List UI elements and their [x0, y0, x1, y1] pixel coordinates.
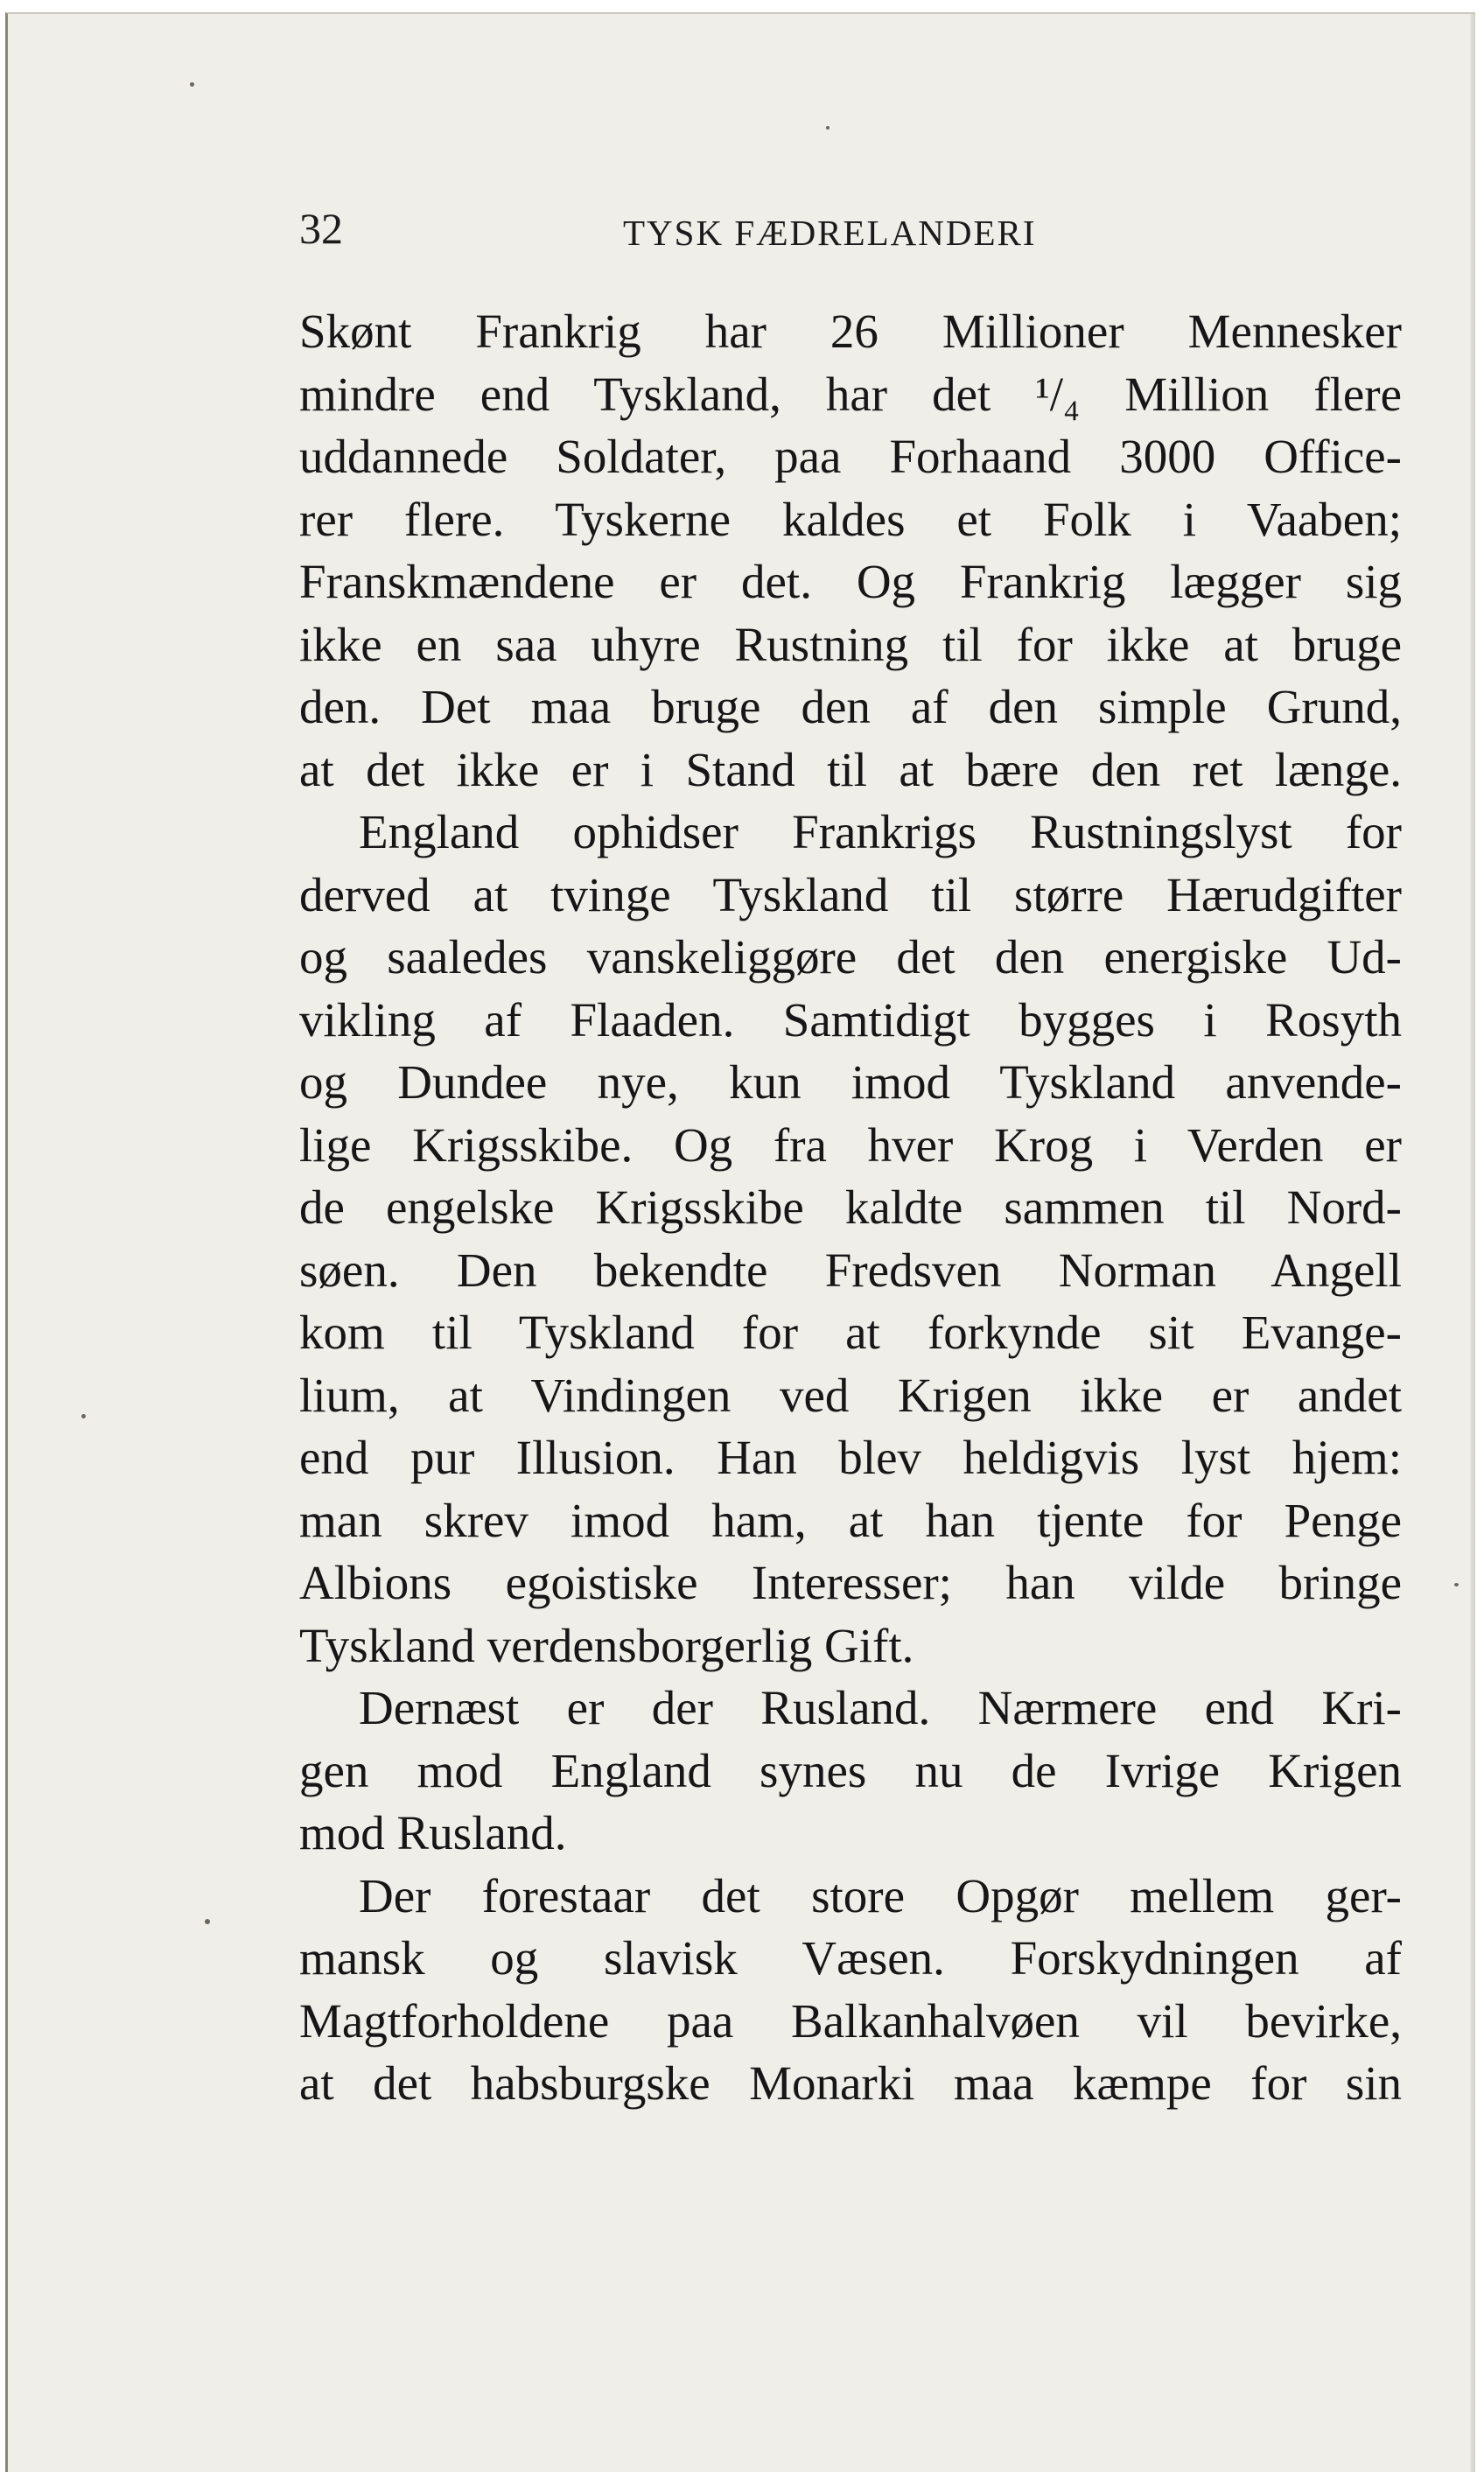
text-line: lige Krigsskibe. Og fra hver Krog i Verden er [299, 1117, 1402, 1172]
text-line: Albions egoistiske Interesser; han vilde bringe [299, 1556, 1402, 1609]
text-line: mod Rusland. [299, 1806, 567, 1859]
text-line: end pur Illusion. Han blev heldigvis lyst hjem: [299, 1431, 1402, 1484]
text-line: kom til Tyskland for at forkynde sit Evange- [299, 1306, 1402, 1359]
text-line: Magtforholdene paa Balkanhalvøen vil bevirke, [299, 1993, 1402, 2048]
text-line: ikke en saa uhyre Rustning til for ikke at bruge [299, 617, 1402, 671]
text-line: lium, at Vindingen ved Krigen ikke er andet [299, 1368, 1402, 1422]
paper-speck [190, 82, 194, 87]
text-line: man skrev imod ham, at han tjente for Penge [299, 1493, 1402, 1547]
page-edge-shadow [1470, 14, 1475, 2472]
text-line: Der forestaar det store Opgør mellem ger- [359, 1868, 1402, 1922]
text-line: og saaledes vanskeliggøre det den energiske Ud- [299, 930, 1402, 984]
paper-speck [81, 1414, 86, 1418]
text-line: uddannede Soldater, paa Forhaand 3000 Office- [299, 430, 1402, 483]
text-line: England ophidser Frankrigs Rustningslyst for [359, 805, 1402, 858]
running-header [299, 203, 1402, 264]
paper-speck [826, 126, 830, 130]
text-line: Tyskland verdensborgerlig Gift. [299, 1618, 914, 1672]
paper-speck [205, 1919, 210, 1924]
body-text [299, 300, 1402, 2115]
page-number: 32 [299, 204, 343, 253]
text-line: den. Det maa bruge den af den simple Grund, [299, 680, 1402, 733]
text-line: Skønt Frankrig har 26 Millioner Mennesker [299, 305, 1402, 358]
text-line: Dernæst er der Rusland. Nærmere end Kri- [359, 1681, 1402, 1734]
text-line: vikling af Flaaden. Samtidigt bygges i Rosyth [299, 992, 1402, 1047]
text-line: at det habsburgske Monarki maa kæmpe for sin [299, 2056, 1402, 2110]
text-line: og Dundee nye, kun imod Tyskland anvende- [299, 1055, 1402, 1109]
text-line: derved at tvinge Tyskland til større Hærudgifter [299, 867, 1402, 921]
text-line: Franskmændene er det. Og Frankrig lægger sig [299, 555, 1402, 608]
text-line: de engelske Krigsskibe kaldte sammen til Nord- [299, 1180, 1402, 1234]
paper-speck [1454, 1583, 1459, 1586]
text-line: mansk og slavisk Væsen. Forskydningen af [299, 1931, 1402, 1985]
text-line: mindre end Tyskland, har det ¹/₄ Million flere [299, 367, 1402, 421]
text-line: søen. Den bekendte Fredsven Norman Angell [299, 1243, 1402, 1297]
text-line: at det ikke er i Stand til at bære den ret længe. [299, 742, 1402, 796]
text-line: gen mod England synes nu de Ivrige Krigen [299, 1743, 1402, 1797]
running-title: TYSK FÆDRELANDERI [623, 213, 1037, 253]
text-line: rer flere. Tyskerne kaldes et Folk i Vaaben; [299, 492, 1402, 546]
